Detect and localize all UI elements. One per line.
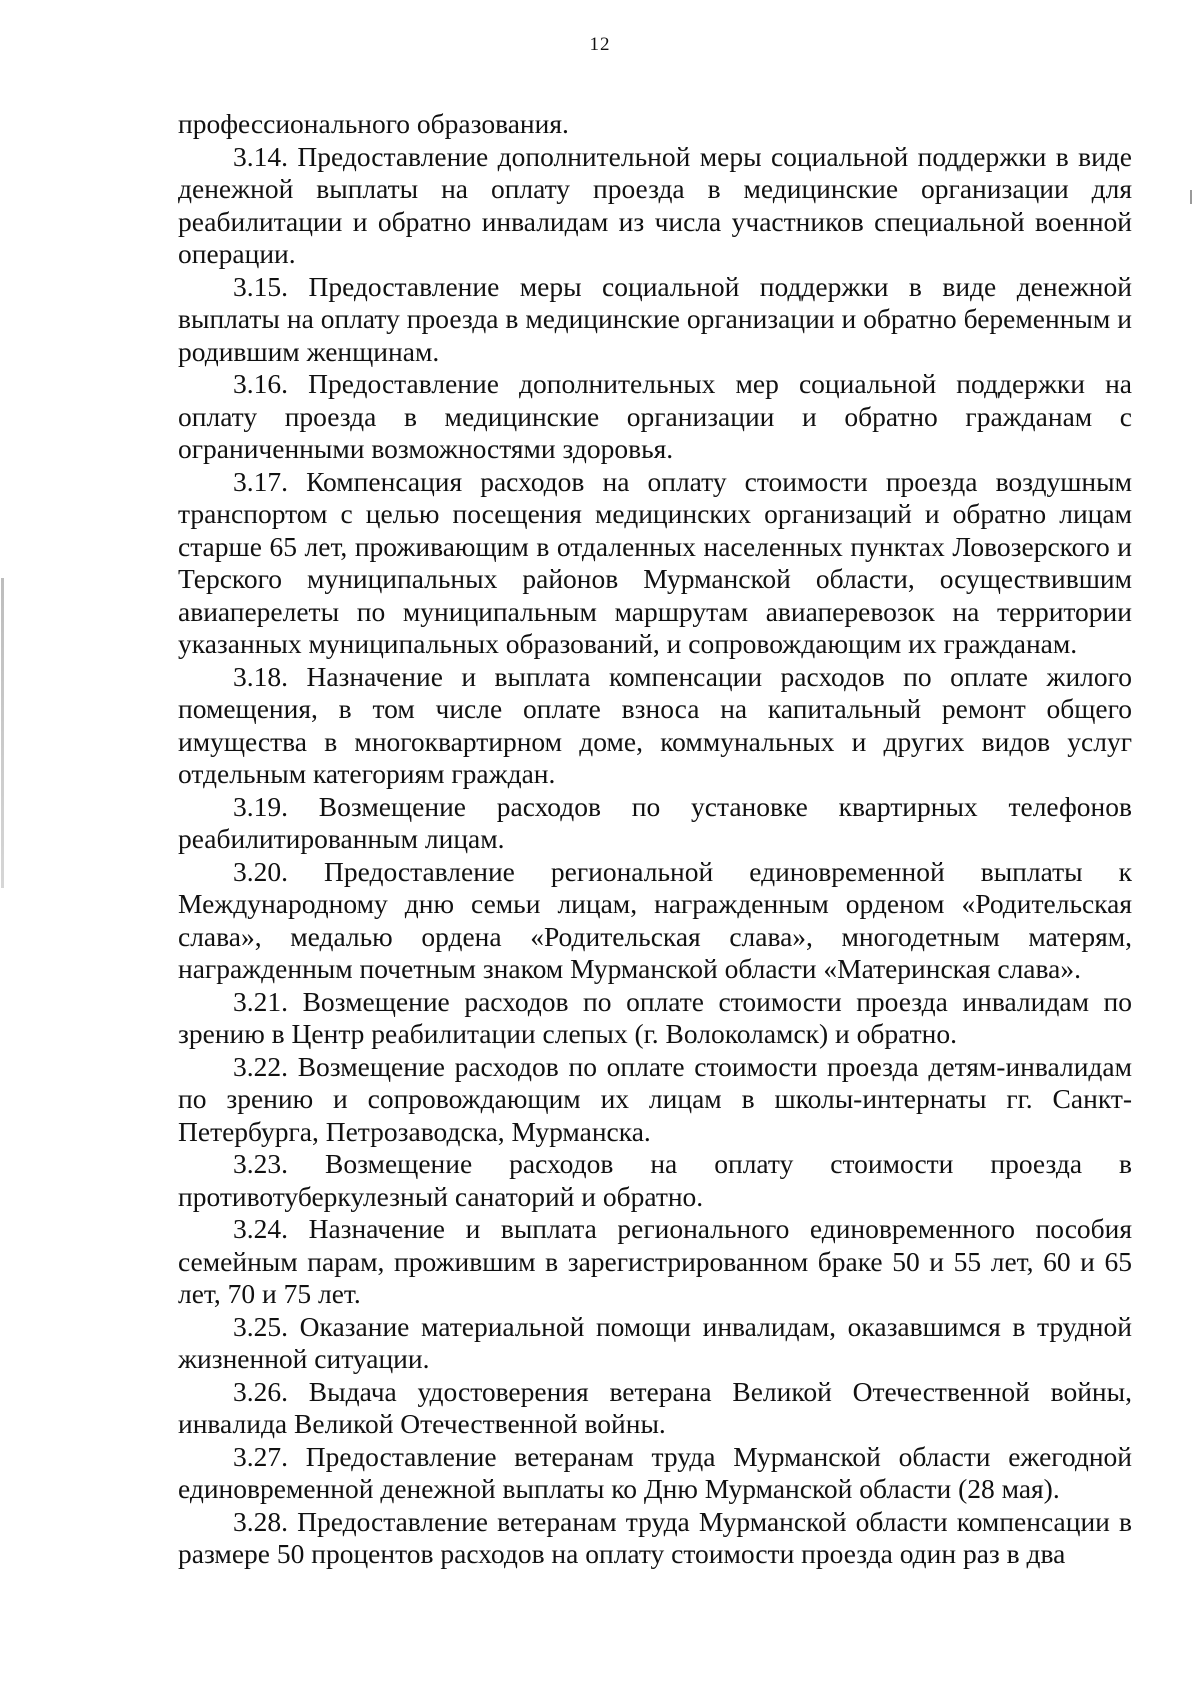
scan-artifact-mark [1190, 190, 1192, 204]
paragraph-number: 3.18. [233, 660, 288, 692]
paragraph-number: 3.28. [233, 1505, 288, 1537]
paragraph-text: Возмещение расходов на оплату стоимости проезда в противотуберкулезный санаторий и обратно. [178, 1148, 1133, 1212]
paragraph-number: 3.26. [233, 1375, 288, 1407]
paragraph-number: 3.19. [233, 790, 288, 822]
paragraph-text: Назначение и выплата регионального единовременного пособия семейным парам, прожившим в зарегистрированном браке 50 и 55 лет, 60 и 65 лет, 70 и 75 лет. [178, 1213, 1133, 1309]
paragraph-number: 3.16. [233, 368, 288, 399]
paragraph-3-15 [178, 271, 1132, 369]
paragraph-3-18 [178, 661, 1132, 791]
page-number: 12 [589, 34, 611, 55]
paragraph-text: Предоставление дополнительной меры социальной поддержки в виде денежной выплаты на оплату проезда в медицинские организации для реабилитации и обратно инвалидам из числа участников специальной военной операции. [178, 140, 1132, 269]
paragraph-number: 3.25. [233, 1310, 288, 1342]
document-body [178, 108, 1132, 1571]
paragraph-3-25 [178, 1311, 1132, 1376]
paragraph-3-28 [178, 1506, 1132, 1571]
paragraph-text: Возмещение расходов по оплате стоимости проезда инвалидам по зрению в Центр реабилитации слепых (г. Волоколамск) и обратно. [178, 985, 1133, 1049]
paragraph-number: 3.23. [233, 1148, 288, 1179]
paragraph-3-19 [178, 791, 1132, 856]
paragraph-text: Возмещение расходов по установке квартирных телефонов реабилитированным лицам. [178, 790, 1132, 854]
paragraph-text: Предоставление дополнительных мер социальной поддержки на оплату проезда в медицинские организации и обратно гражданам с ограниченными возможностями здоровья. [178, 368, 1132, 464]
paragraph-3-20 [178, 856, 1132, 986]
paragraph-number: 3.17. [233, 465, 288, 497]
paragraph-3-22 [178, 1051, 1132, 1149]
paragraph-3-16 [178, 368, 1132, 466]
paragraph-number: 3.20. [233, 855, 288, 887]
paragraph-text: Предоставление ветеранам труда Мурманской области компенсации в размере 50 процентов расходов на оплату стоимости проезда один раз в два [178, 1505, 1133, 1569]
paragraph-text: Компенсация расходов на оплату стоимости проезда воздушным транспортом с целью посещения медицинских организаций и обратно лицам старше 65 лет, проживающим в отдаленных населенных пунктах Ловозерского и Терского муниципальных районов Мурманской области, осуществившим авиаперелеты по муниципальным маршрутам авиаперевозок на территории указанных муниципальных образований, и сопровождающим их гражданам. [178, 465, 1132, 659]
paragraph-text: Предоставление меры социальной поддержки в виде денежной выплаты на оплату проезда в медицинские организации и обратно беременным и родившим женщинам. [178, 270, 1132, 367]
paragraph-number: 3.15. [233, 270, 288, 302]
paragraph-text: Предоставление региональной единовременной выплаты к Международному дню семьи лицам, награжденным орденом «Родительская слава», медалью ордена «Родительская слава», многодетным матерям, награжденным почетным знаком Мурманской области «Материнская слава». [178, 855, 1132, 984]
paragraph-number: 3.27. [233, 1440, 288, 1472]
scan-edge-shadow [1, 578, 4, 888]
paragraph-number: 3.22. [233, 1050, 288, 1082]
paragraph-3-17 [178, 466, 1132, 661]
paragraph-3-21 [178, 986, 1132, 1051]
paragraph-text: Выдача удостоверения ветерана Великой Отечественной войны, инвалида Великой Отечественной войны. [178, 1375, 1132, 1439]
paragraph-text: Возмещение расходов по оплате стоимости проезда детям-инвалидам по зрению и сопровождающим их лицам в школы-интернаты гг. Санкт-Петербурга, Петрозаводска, Мурманска. [178, 1050, 1133, 1147]
paragraph-text: Предоставление ветеранам труда Мурманской области ежегодной единовременной денежной выплаты ко Дню Мурманской области (28 мая). [178, 1440, 1133, 1504]
paragraph-3-27 [178, 1441, 1132, 1506]
paragraph-number: 3.24. [233, 1213, 288, 1244]
paragraph-number: 3.14. [233, 140, 288, 172]
paragraph-3-23 [178, 1148, 1132, 1213]
paragraph-number: 3.21. [233, 985, 288, 1017]
paragraph-text: Оказание материальной помощи инвалидам, оказавшимся в трудной жизненной ситуации. [178, 1310, 1132, 1374]
paragraph-3-26 [178, 1376, 1132, 1441]
paragraph-3-24 [178, 1213, 1132, 1311]
paragraph-text: Назначение и выплата компенсации расходов по оплате жилого помещения, в том числе оплате взноса на капитальный ремонт общего имущества в многоквартирном доме, коммунальных и других видов услуг отдельным категориям граждан. [178, 660, 1133, 789]
paragraph-continuation [178, 108, 1132, 141]
paragraph-3-14 [178, 141, 1132, 271]
paragraph-text: профессионального образования. [178, 108, 569, 139]
